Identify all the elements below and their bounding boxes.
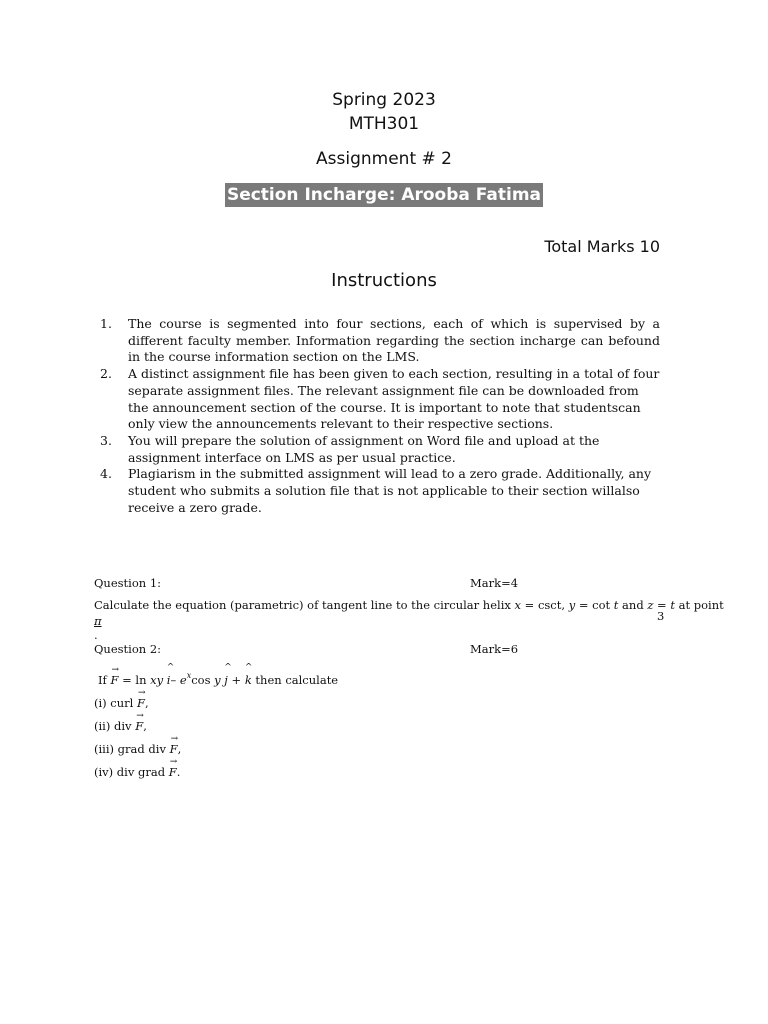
- q1-point-fraction: [94, 614, 674, 642]
- section-incharge-highlight: Section Incharge: Arooba Fatima: [226, 185, 542, 205]
- q2-if: If: [98, 673, 111, 687]
- instruction-text: A distinct assignment file has been given to each section, resulting in a total of four separate assignment files. The relevant assignment file can be downloaded from the announcement section of the course. It is important to note that studentscan only view the announcements relevant to their respective sections.: [128, 366, 660, 432]
- q1-var-x: x: [514, 598, 522, 612]
- part-vector-f: → F: [170, 741, 178, 757]
- document-term: Spring 2023: [332, 90, 436, 110]
- q2-unit-k: ^ k: [245, 672, 252, 688]
- part-operator: curl: [106, 696, 137, 710]
- q1-eq-x: = csct,: [521, 598, 569, 612]
- part-end: ,: [144, 696, 149, 710]
- instruction-text: The course is segmented into four sections, each of which is supervised by a different faculty member. Information regarding the section incharge can befound in the course information section on the LMS.: [128, 316, 660, 365]
- instruction-number: 2.: [100, 366, 112, 382]
- q1-parametric: (parametric): [230, 598, 304, 612]
- q1-point-denominator: 3: [657, 609, 665, 623]
- q1-var-y: y: [568, 598, 576, 612]
- q2-unit-j: ^ j: [224, 672, 228, 688]
- question-2-part: [94, 741, 674, 757]
- instruction-item: [100, 433, 660, 466]
- section-incharge-wrapper: [0, 183, 768, 207]
- part-label: (iii): [94, 742, 115, 756]
- q2-then: then calculate: [251, 673, 339, 687]
- q1-var-t: t: [613, 598, 619, 612]
- instruction-list: [100, 316, 660, 516]
- q1-and: and: [618, 598, 648, 612]
- question-2-formula: [94, 668, 674, 688]
- q1-var-z: z: [647, 598, 654, 612]
- q2-vector-f: → F: [110, 672, 118, 688]
- q2-unit-i: ^ i: [167, 672, 171, 688]
- course-code: MTH301: [348, 114, 420, 134]
- instruction-item: [100, 366, 660, 433]
- instruction-text: Plagiarism in the submitted assignment will lead to a zero grade. Additionally, any student who submits a solution file that is not applicable to their section willalso receive a zero grade.: [128, 466, 652, 515]
- part-vector-f: → F: [135, 718, 143, 734]
- total-marks: Total Marks 10: [544, 237, 660, 256]
- q1-point-dot: .: [94, 628, 98, 642]
- question-2-part: [94, 718, 674, 734]
- question-2: [94, 642, 674, 780]
- q2-plus: +: [227, 673, 245, 687]
- part-vector-f: → F: [137, 695, 145, 711]
- question-2-part: [94, 695, 674, 711]
- q1-eq-z: =: [653, 598, 671, 612]
- instructions-heading: Instructions: [331, 270, 437, 291]
- instruction-number: 1.: [100, 316, 112, 331]
- q2-cos: cos: [191, 673, 215, 687]
- instruction-number: 4.: [100, 466, 112, 482]
- q1-eq-y: = cot: [575, 598, 614, 612]
- part-operator: div grad: [113, 765, 169, 779]
- question-1: [94, 576, 724, 642]
- part-end: ,: [177, 742, 182, 756]
- question-1-text: [94, 598, 724, 613]
- question-2-header: [94, 642, 674, 658]
- part-vector-f: → F: [169, 764, 177, 780]
- instruction-item: [100, 466, 660, 516]
- q1-text-part: Calculate the equation: [94, 598, 227, 612]
- q2-eq: = ln: [118, 673, 151, 687]
- instruction-item: [100, 316, 660, 366]
- q2-exponent: x: [186, 671, 192, 680]
- part-operator: grad div: [114, 742, 170, 756]
- question-2-label: Question 2:: [94, 642, 162, 656]
- part-label: (i): [94, 696, 107, 710]
- q1-at-point: at point: [674, 598, 724, 612]
- part-label: (iv): [94, 765, 114, 779]
- part-end: ,: [143, 719, 147, 733]
- assignment-title: Assignment # 2: [316, 149, 452, 169]
- q2-minus: –: [170, 673, 180, 687]
- instruction-number: 3.: [100, 432, 112, 448]
- q1-var-t: t: [670, 598, 675, 612]
- part-operator: div: [110, 719, 136, 733]
- part-label: (ii): [94, 719, 111, 733]
- part-end: .: [176, 765, 181, 779]
- q2-e: e: [179, 673, 187, 687]
- q2-xy: xy: [150, 673, 164, 687]
- question-2-mark: Mark=6: [470, 642, 519, 656]
- q2-y: y: [214, 673, 221, 687]
- q1-point-numerator: π: [94, 614, 102, 628]
- instruction-text: You will prepare the solution of assignment on Word file and upload at the assignment interface on LMS as per usual practice.: [128, 432, 600, 465]
- q1-text-part: of tangent line to the circular helix: [307, 598, 511, 612]
- question-1-mark: Mark=4: [470, 576, 519, 590]
- question-1-label: Question 1:: [94, 576, 162, 590]
- question-2-part: [94, 764, 674, 780]
- question-1-header: [94, 576, 674, 592]
